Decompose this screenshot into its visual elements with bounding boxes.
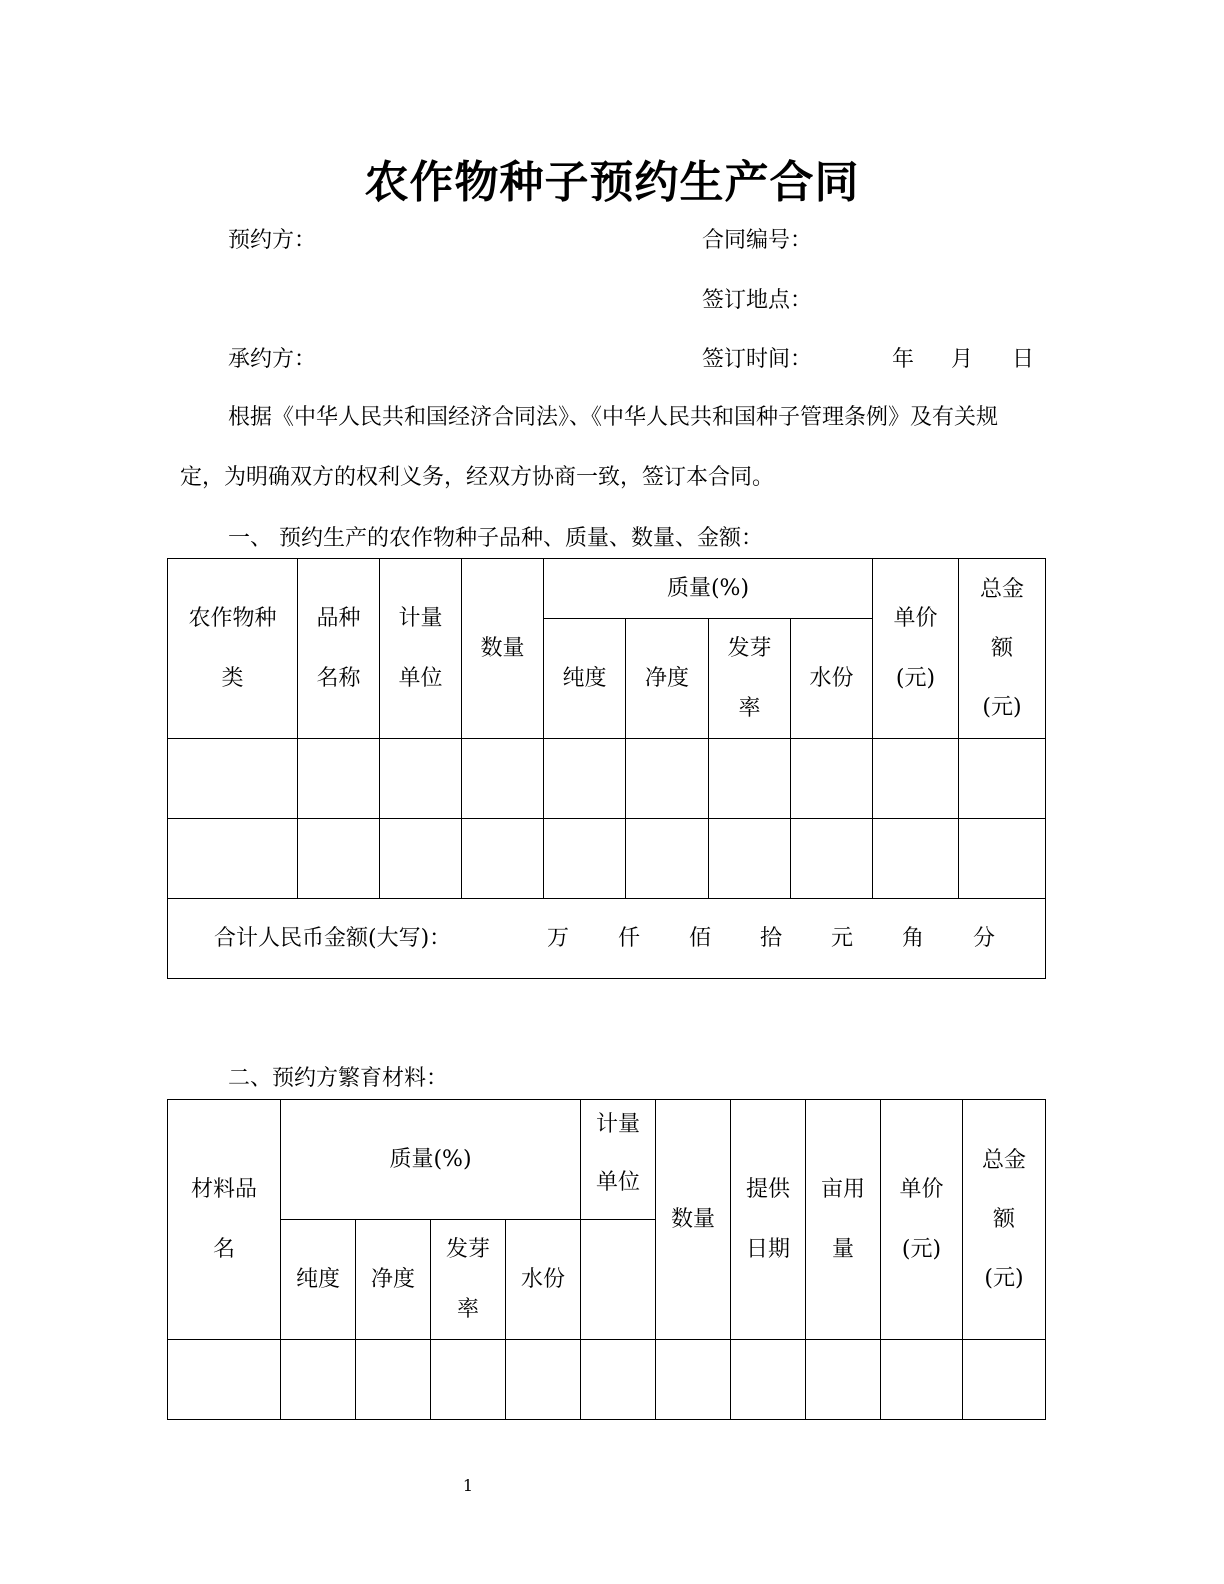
- table-cell[interactable]: [873, 739, 959, 819]
- table-cell[interactable]: [731, 1340, 806, 1420]
- header-crop-type-line1: 农作物种: [188, 605, 277, 631]
- table-cell[interactable]: [959, 819, 1046, 899]
- header-unit-empty: [581, 1220, 656, 1340]
- header-total-line2: 额: [991, 635, 1014, 661]
- table-cell[interactable]: [626, 819, 709, 899]
- header-total-line1: 总金: [982, 1147, 1027, 1173]
- page-number: 1: [462, 1476, 474, 1495]
- unit-fen: 分: [973, 925, 996, 951]
- header-unit-price-line1: 单价: [893, 605, 938, 631]
- table-cell[interactable]: [506, 1340, 581, 1420]
- table-cell[interactable]: [380, 819, 462, 899]
- month-label: 月: [951, 347, 974, 372]
- table-cell[interactable]: [963, 1340, 1046, 1420]
- header-germination-line1: 发芽: [727, 635, 772, 661]
- table-cell[interactable]: [709, 819, 791, 899]
- header-material-name: [168, 1100, 281, 1340]
- table-cell[interactable]: [298, 739, 380, 819]
- party-b-label: 承约方：: [228, 347, 317, 372]
- document-title: 农作物种子预约生产合同: [364, 157, 860, 208]
- unit-wan: 万: [547, 925, 570, 951]
- table-cell[interactable]: [544, 739, 626, 819]
- table-cell[interactable]: [791, 819, 873, 899]
- unit-qian: 仟: [618, 925, 641, 951]
- breeding-material-table: [167, 1099, 1046, 1420]
- table-cell[interactable]: [656, 1340, 731, 1420]
- table-cell[interactable]: [462, 819, 544, 899]
- header-unit-price: [881, 1100, 963, 1340]
- header-unit-line2: 单位: [596, 1170, 641, 1195]
- header-quality: 质量(%): [544, 559, 873, 619]
- section1-heading: 一、 预约生产的农作物种子品种、质量、数量、金额：: [228, 526, 763, 551]
- unit-shi: 拾: [760, 925, 783, 951]
- header-total-line3: (元): [982, 694, 1022, 720]
- table-cell[interactable]: [356, 1340, 431, 1420]
- table-cell[interactable]: [626, 739, 709, 819]
- header-quality: 质量(%): [281, 1100, 581, 1220]
- header-per-mu-line1: 亩用: [821, 1176, 866, 1202]
- table-cell[interactable]: [281, 1340, 356, 1420]
- header-variety-line1: 品种: [316, 605, 361, 631]
- header-cleanliness: 净度: [356, 1220, 431, 1340]
- table-row: [168, 739, 1046, 819]
- table-cell[interactable]: [168, 819, 298, 899]
- unit-yuan: 元: [831, 925, 854, 951]
- day-label: 日: [1012, 347, 1035, 372]
- header-crop-type: [168, 559, 298, 739]
- table-cell[interactable]: [431, 1340, 506, 1420]
- table-cell[interactable]: [168, 739, 298, 819]
- header-supply-date-line1: 提供: [746, 1176, 791, 1202]
- preamble-paragraph: 根据《中华人民共和国经济合同法》、《中华人民共和国种子管理条例》及有关规定，为明确双方的权利义务，经双方协商一致，签订本合同。: [180, 405, 999, 490]
- header-supply-date: [731, 1100, 806, 1340]
- total-amount-cell: [168, 899, 1046, 979]
- table-cell[interactable]: [959, 739, 1046, 819]
- table-cell[interactable]: [791, 739, 873, 819]
- header-germination: [431, 1220, 506, 1340]
- sign-place-label: 签订地点：: [702, 288, 813, 313]
- header-total: [963, 1100, 1046, 1340]
- total-row: [168, 899, 1046, 979]
- header-moisture: 水份: [506, 1220, 581, 1340]
- header-germination-line2: 率: [456, 1296, 479, 1322]
- seed-production-table: [167, 558, 1046, 979]
- header-total-line1: 总金: [980, 576, 1025, 602]
- header-unit-price-line2: (元): [901, 1236, 942, 1262]
- table-cell[interactable]: [881, 1340, 963, 1420]
- party-a-label: 预约方：: [228, 228, 317, 253]
- header-germination-line1: 发芽: [445, 1236, 490, 1262]
- unit-bai: 佰: [689, 925, 712, 951]
- header-per-mu-line2: 量: [832, 1236, 855, 1262]
- header-variety-line2: 名称: [316, 665, 361, 691]
- table-cell[interactable]: [168, 1340, 281, 1420]
- table-cell[interactable]: [873, 819, 959, 899]
- table-cell[interactable]: [709, 739, 791, 819]
- header-material-name-line2: 名: [212, 1236, 235, 1262]
- contract-number-label: 合同编号：: [702, 228, 813, 253]
- header-unit: [581, 1100, 656, 1220]
- header-total-line2: 额: [993, 1206, 1016, 1232]
- header-total-line3: (元): [984, 1265, 1024, 1291]
- header-unit: [380, 559, 462, 739]
- table-row: [168, 819, 1046, 899]
- header-unit-price-line2: (元): [895, 665, 936, 691]
- header-total: [959, 559, 1046, 739]
- header-germination: [709, 619, 791, 739]
- header-unit-line2: 单位: [398, 665, 443, 691]
- header-moisture: 水份: [791, 619, 873, 739]
- table-cell[interactable]: [462, 739, 544, 819]
- section2-heading: 二、预约方繁育材料：: [228, 1066, 449, 1091]
- header-germination-line2: 率: [738, 695, 761, 721]
- header-purity: 纯度: [544, 619, 626, 739]
- table-cell[interactable]: [298, 819, 380, 899]
- header-per-mu: [806, 1100, 881, 1340]
- header-crop-type-line2: 类: [221, 665, 244, 691]
- header-unit-line1: 计量: [398, 605, 443, 631]
- table-cell[interactable]: [806, 1340, 881, 1420]
- unit-jiao: 角: [902, 925, 925, 951]
- header-material-name-line1: 材料品: [190, 1176, 257, 1202]
- header-cleanliness: 净度: [626, 619, 709, 739]
- table-row: [168, 1340, 1046, 1420]
- table-cell[interactable]: [544, 819, 626, 899]
- table-cell[interactable]: [581, 1340, 656, 1420]
- header-quantity: 数量: [462, 559, 544, 739]
- sign-time-label: 签订时间：: [702, 347, 813, 372]
- header-unit-line1: 计量: [596, 1112, 641, 1137]
- header-quantity: 数量: [656, 1100, 731, 1340]
- header-purity: 纯度: [281, 1220, 356, 1340]
- year-label: 年: [892, 347, 915, 372]
- header-unit-price-line1: 单价: [899, 1176, 944, 1202]
- header-supply-date-line2: 日期: [746, 1236, 791, 1262]
- table-cell[interactable]: [380, 739, 462, 819]
- header-unit-price: [873, 559, 959, 739]
- header-variety: [298, 559, 380, 739]
- total-amount-label: 合计人民币金额(大写)：: [214, 925, 452, 951]
